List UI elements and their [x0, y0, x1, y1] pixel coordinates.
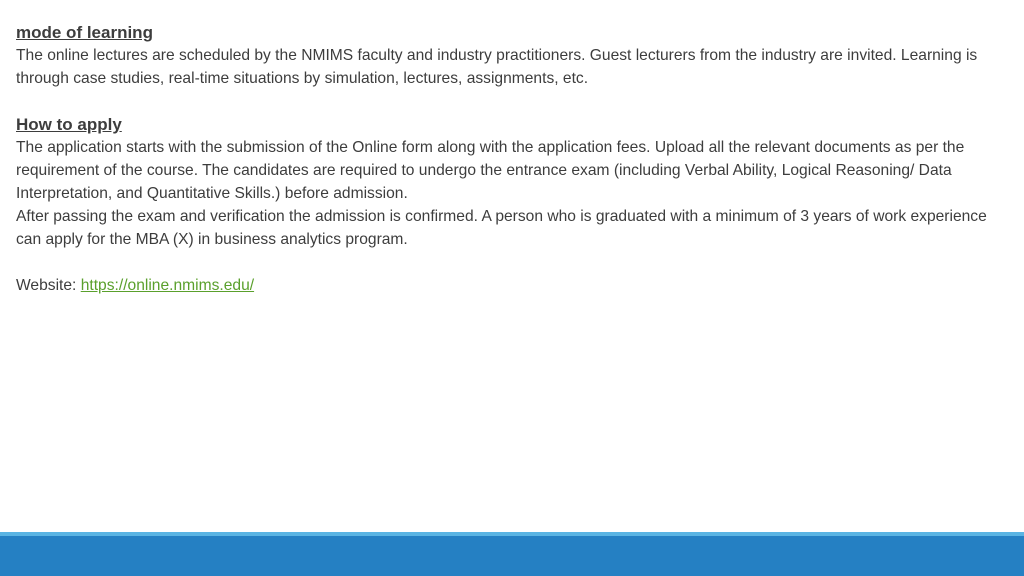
footer-bar [0, 536, 1024, 576]
mode-of-learning-text: The online lectures are scheduled by the NMIMS faculty and industry practitioners. Guest lecturers from the industry are invited. Learning is through case studies, real-time situations by simulation, lectures, assignments, etc. [16, 47, 978, 87]
how-to-apply-text-2: After passing the exam and verification the admission is confirmed. A person who is graduated with a minimum of 3 years of work experience can apply for the MBA (X) in business analytics program. [16, 208, 987, 248]
website-label: Website: [16, 277, 81, 294]
how-to-apply-heading: How to apply [16, 115, 122, 134]
spacer [16, 90, 1006, 113]
mode-of-learning-heading: mode of learning [16, 23, 153, 42]
spacer [16, 251, 1006, 274]
website-link[interactable]: https://online.nmims.edu/ [80, 277, 255, 294]
website-line [16, 274, 1006, 297]
how-to-apply-text-1: The application starts with the submission of the Online form along with the application fees. Upload all the relevant documents as per the requirement of the course. The candidates are required to undergo the entrance exam (including Verbal Ability, Logical Reasoning/ Data Interpretation, and Quantitative Skills.) before admission. [16, 139, 965, 202]
slide-content [16, 21, 1006, 297]
